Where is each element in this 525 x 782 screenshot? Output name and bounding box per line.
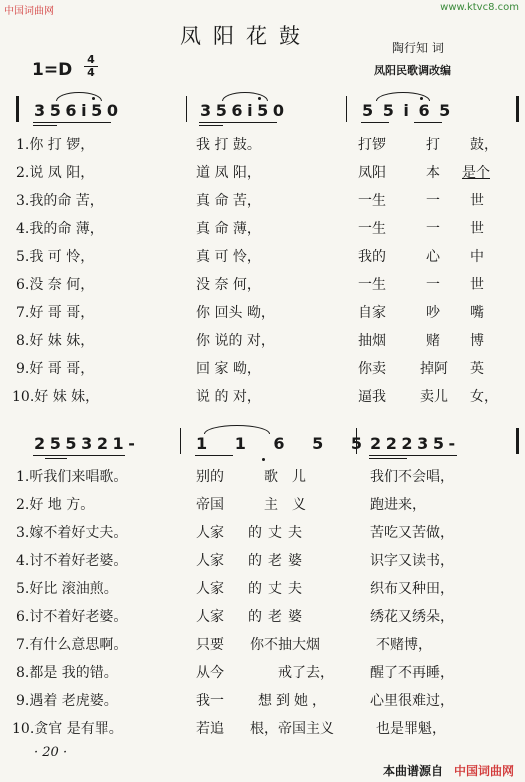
verse-row — [0, 578, 525, 600]
verse-row — [0, 246, 525, 268]
slur — [222, 92, 268, 101]
barline — [516, 96, 519, 122]
beam — [199, 122, 277, 123]
lyric: 1.你 打 锣， — [16, 137, 95, 153]
beam — [33, 125, 57, 126]
lyric: 逼我 — [358, 389, 386, 405]
lyric: 10.贪官 是有罪。 — [12, 721, 123, 737]
barline — [346, 96, 347, 122]
lyric: 3.嫁不着好丈夫。 — [16, 525, 128, 541]
lyric: 7.有什么意思啊。 — [16, 637, 128, 653]
lyric: 鼓， — [470, 137, 498, 153]
lyric: 苦吃又苦做， — [370, 525, 454, 541]
high-octave-dot — [420, 97, 423, 100]
lyric: 3.我的命 苦， — [16, 193, 104, 209]
lyric: 英 — [470, 361, 484, 377]
page-number: · 20 · — [34, 745, 68, 760]
lyric: 9.遇着 老虎婆。 — [16, 693, 118, 709]
lyric: 凤阳 — [358, 165, 386, 181]
lyric: 赌 — [426, 333, 440, 349]
measure: 2 5 5 3 2 1 - — [34, 434, 135, 453]
lyric: 的老婆 — [248, 609, 308, 625]
beam — [414, 122, 442, 123]
measure: 3 5 6 i 5 0 — [34, 101, 118, 120]
lyric: 说 的 对， — [196, 389, 261, 405]
lyric: 8.都是 我的错。 — [16, 665, 118, 681]
lyric: 的丈夫 — [248, 525, 308, 541]
lyric: 10.好 妹 妹， — [12, 389, 100, 405]
lyric: 织布又种田， — [370, 581, 454, 597]
lyric: 心里很难过， — [370, 693, 454, 709]
beam — [361, 122, 389, 123]
verse-row — [0, 690, 525, 712]
song-title: 凤阳花鼓 — [180, 24, 312, 48]
lyric: 中 — [470, 249, 484, 265]
lyric: 真 可 怜， — [196, 249, 261, 265]
high-octave-dot — [92, 97, 95, 100]
verse-row — [0, 330, 525, 352]
verse-row — [0, 218, 525, 240]
time-bottom: 4 — [87, 66, 95, 79]
lyric: 从今 — [196, 665, 224, 681]
verse-row — [0, 718, 525, 740]
measure: 2 2 2 3 5 - — [370, 434, 456, 453]
lyric: 5.好比 滚油煎。 — [16, 581, 118, 597]
lyric: 没 奈 何， — [196, 277, 261, 293]
lyric: 2.好 地 方。 — [16, 497, 95, 513]
lyric: 真 命 苦， — [196, 193, 261, 209]
verse-row — [0, 634, 525, 656]
verse-row — [0, 550, 525, 572]
site-watermark-top: 中国词曲网 — [4, 6, 54, 17]
source-site[interactable]: 中国词曲网 — [454, 764, 515, 778]
lyric: 帝国 — [196, 497, 224, 513]
lyric: 抽烟 — [358, 333, 386, 349]
lyric: 戒了去， — [278, 665, 334, 681]
lyric: 博 — [470, 333, 484, 349]
lyric: 掉阿 — [420, 361, 448, 377]
lyric: 不赌博， — [376, 637, 432, 653]
verse-row — [0, 274, 525, 296]
slur — [56, 92, 102, 101]
source-label: 本曲谱源自 — [383, 764, 444, 778]
lyric: 也是罪魁， — [376, 721, 446, 737]
slur — [204, 425, 270, 434]
high-octave-dot — [258, 97, 261, 100]
lyric: 回 家 呦， — [196, 361, 261, 377]
lyric: 你 回头 呦， — [196, 305, 275, 321]
lyric: 一生 — [358, 277, 386, 293]
verse-row — [0, 466, 525, 488]
verse-row — [0, 606, 525, 628]
barline — [16, 96, 19, 122]
lyric: 7.好 哥 哥， — [16, 305, 95, 321]
lyric: 道 凤 阳， — [196, 165, 261, 181]
lyric: 卖儿 — [420, 389, 448, 405]
lyric: 想到她， — [258, 693, 330, 709]
lyric: 我们不会唱， — [370, 469, 454, 485]
verse-row — [0, 522, 525, 544]
lyric: 打锣 — [358, 137, 386, 153]
lyric: 打 — [426, 137, 440, 153]
lyric: 5.我 可 怜， — [16, 249, 95, 265]
lyric: 4.讨不着好老婆。 — [16, 553, 128, 569]
lyric: 人家 — [196, 609, 224, 625]
lyric: 醒了不再睡， — [370, 665, 454, 681]
lyric: 人家 — [196, 525, 224, 541]
key-signature: 1=D — [32, 60, 73, 80]
lyric: 本 — [426, 165, 440, 181]
lyricist-credit: 陶行知 词 — [392, 41, 444, 55]
lyric: 1.听我们来唱歌。 — [16, 469, 128, 485]
lyric: 一 — [426, 193, 440, 209]
low-octave-dot — [262, 458, 265, 461]
lyric: 4.我的命 薄， — [16, 221, 104, 237]
barline — [180, 428, 181, 454]
time-signature — [84, 55, 98, 78]
lyric: 一生 — [358, 193, 386, 209]
lyric: 世 — [470, 277, 484, 293]
lyric: 跑进来， — [370, 497, 426, 513]
lyric: 真 命 薄， — [196, 221, 261, 237]
lyric: 主义 — [264, 497, 320, 513]
lyric: 一生 — [358, 221, 386, 237]
beam — [33, 122, 111, 123]
measure: 1 1 6 5 5 — [196, 434, 362, 453]
lyric: 人家 — [196, 581, 224, 597]
verse-row — [0, 358, 525, 380]
beam — [369, 455, 457, 456]
lyric: 只要 — [196, 637, 224, 653]
lyric: 世 — [470, 221, 484, 237]
beam — [33, 455, 125, 456]
lyric: 的老婆 — [248, 553, 308, 569]
measure: 3 5 6 i 5 0 — [200, 101, 284, 120]
lyric: 6.没 奈 何， — [16, 277, 95, 293]
lyric: 6.讨不着好老婆。 — [16, 609, 128, 625]
lyric: 一 — [426, 221, 440, 237]
lyric: 你 说的 对， — [196, 333, 275, 349]
measure: 5 5 i 6 5 — [362, 101, 451, 120]
lyric: 识字又读书， — [370, 553, 454, 569]
lyric: 是个 — [462, 165, 490, 181]
beam — [369, 458, 407, 459]
lyric: 你不抽大烟 — [250, 637, 320, 653]
lyric: 我一 — [196, 693, 224, 709]
site-url[interactable]: www.ktvc8.com — [440, 2, 519, 13]
arranger-credit: 凤阳民歌调改编 — [374, 64, 451, 77]
verse-row — [0, 386, 525, 408]
lyric: 8.好 妹 妹， — [16, 333, 95, 349]
beam — [195, 455, 233, 456]
lyric: 我 打 鼓。 — [196, 137, 261, 153]
verse-row — [0, 190, 525, 212]
lyric: 女， — [470, 389, 498, 405]
lyric: 世 — [470, 193, 484, 209]
lyric: 自家 — [358, 305, 386, 321]
lyric: 我的 — [358, 249, 386, 265]
beam — [199, 125, 223, 126]
lyric: 的丈夫 — [248, 581, 308, 597]
lyric: 一 — [426, 277, 440, 293]
lyric: 根，帝国主义 — [250, 721, 334, 737]
lyric: 嘴 — [470, 305, 484, 321]
lyric: 别的 — [196, 469, 224, 485]
lyric: 歌儿 — [264, 469, 320, 485]
barline — [186, 96, 187, 122]
lyric: 心 — [426, 249, 440, 265]
lyric: 2.说 凤 阳， — [16, 165, 95, 181]
lyric: 绣花又绣朵， — [370, 609, 454, 625]
verse-row — [0, 302, 525, 324]
lyric: 你卖 — [358, 361, 386, 377]
verse-row — [0, 662, 525, 684]
lyric: 若追 — [196, 721, 224, 737]
beam — [45, 458, 67, 459]
verse-row — [0, 494, 525, 516]
barline — [516, 428, 519, 454]
verse-row — [0, 134, 525, 156]
verse-row — [0, 162, 525, 184]
lyric: 9.好 哥 哥， — [16, 361, 95, 377]
lyric: 人家 — [196, 553, 224, 569]
time-top: 4 — [87, 53, 95, 66]
barline — [356, 428, 357, 454]
lyric: 吵 — [426, 305, 440, 321]
